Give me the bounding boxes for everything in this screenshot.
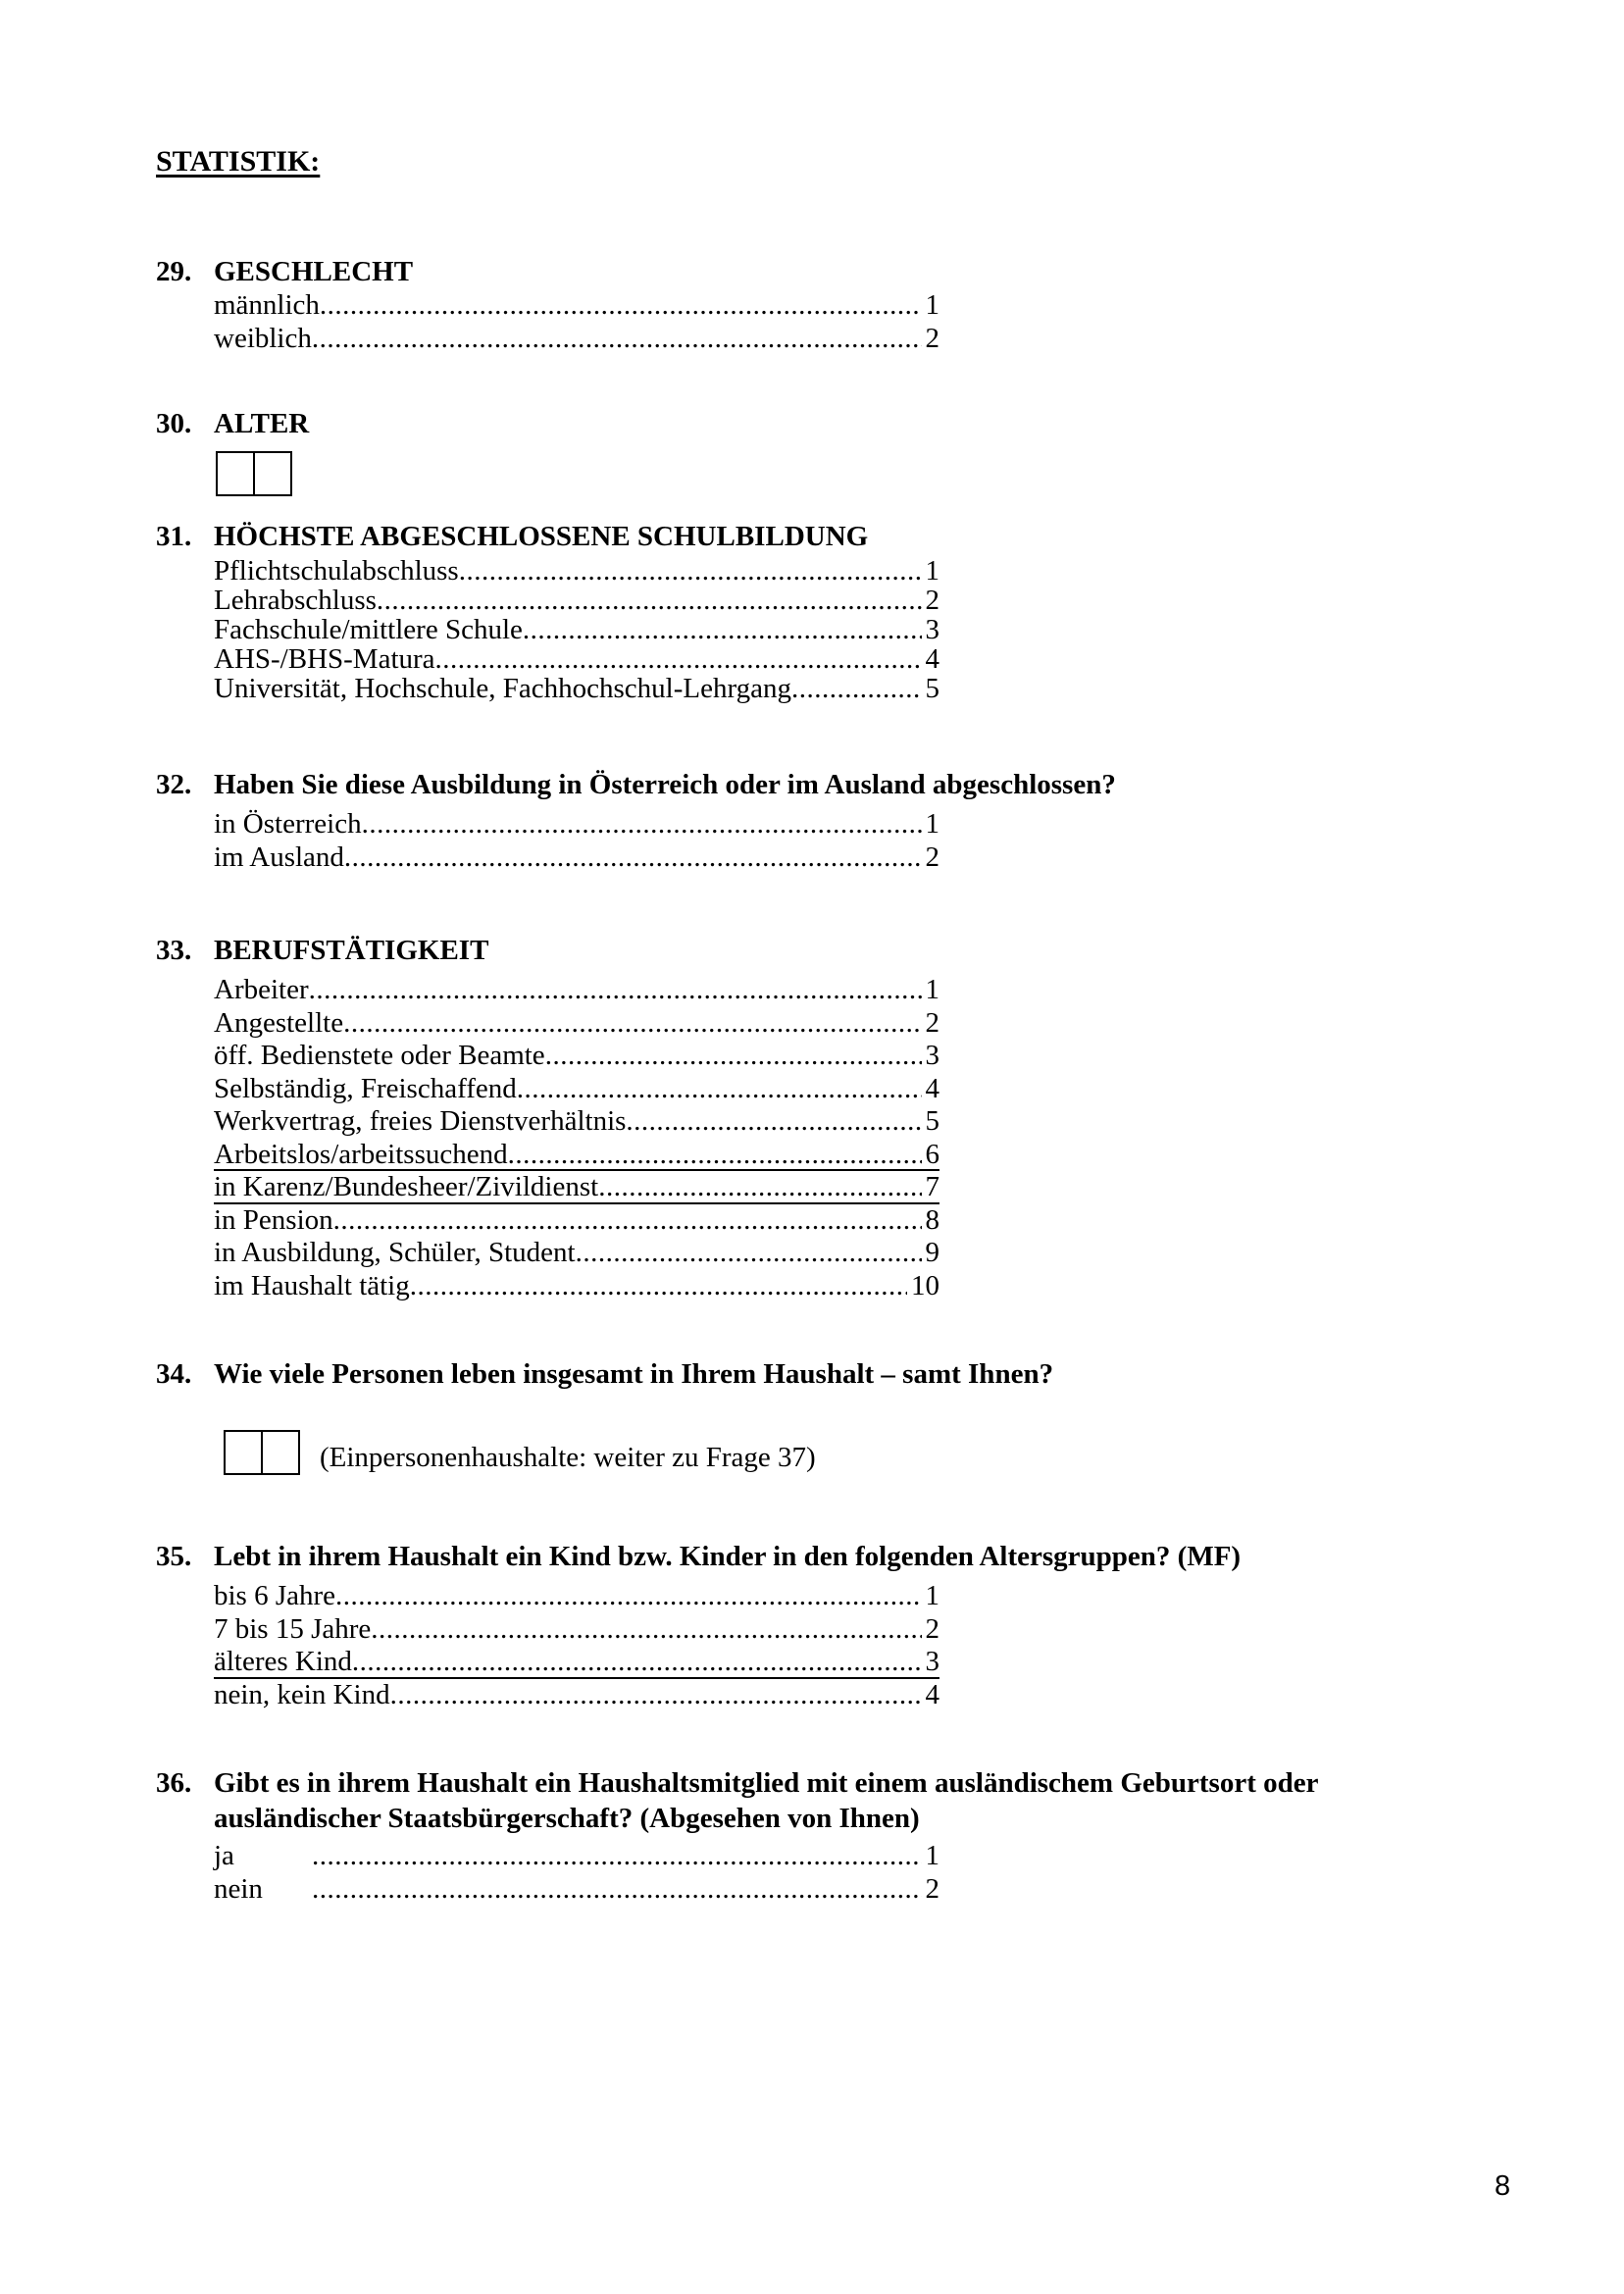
question-text: Lebt in ihrem Haushalt ein Kind bzw. Kinder in den folgenden Altersgruppen? (MF) [214, 1541, 1242, 1572]
leader-dots [312, 1873, 922, 1907]
question-number: 29. [156, 256, 192, 287]
option-code: 1 [925, 289, 939, 321]
option-code: 4 [925, 643, 939, 675]
option-label: in Pension [214, 1203, 333, 1236]
leader-dots [343, 1007, 921, 1041]
question-number: 33. [156, 935, 192, 966]
leader-dots [576, 1237, 922, 1270]
option-code: 1 [925, 1580, 939, 1611]
question-text: HÖCHSTE ABGESCHLOSSENE SCHULBILDUNG [214, 521, 869, 552]
question-text: BERUFSTÄTIGKEIT [214, 935, 489, 966]
leader-dots [312, 323, 922, 356]
leader-dots [626, 1105, 921, 1139]
answer-option[interactable] [214, 1840, 939, 1873]
digit-box[interactable] [253, 453, 290, 494]
leader-dots [545, 1040, 922, 1073]
option-code: 2 [925, 1872, 939, 1905]
leader-dots [435, 644, 922, 674]
option-label: älteres Kind [214, 1646, 352, 1677]
question-34 [156, 1356, 1480, 1475]
option-code: 4 [925, 1072, 939, 1104]
question-number: 32. [156, 769, 192, 800]
answer-option[interactable] [214, 615, 939, 644]
option-label: Arbeiter [214, 974, 309, 1005]
answer-option[interactable] [214, 1679, 939, 1712]
digit-box[interactable] [218, 453, 253, 494]
option-label: Fachschule/mittlere Schule [214, 614, 523, 645]
option-code: 6 [925, 1138, 939, 1170]
answer-option[interactable] [214, 556, 939, 586]
leader-dots [791, 674, 922, 703]
question-text: Wie viele Personen leben insgesamt in Ihrem Haushalt – samt Ihnen? [214, 1358, 1054, 1390]
answer-option[interactable] [214, 1270, 939, 1303]
option-label: Universität, Hochschule, Fachhochschul-Lehrgang [214, 673, 791, 704]
question-32 [156, 767, 1480, 874]
option-code: 5 [925, 1105, 939, 1137]
household-size-boxes[interactable] [224, 1430, 300, 1475]
option-label: Werkvertrag, freies Dienstverhältnis [214, 1105, 627, 1137]
leader-dots [344, 841, 922, 875]
answer-option[interactable] [214, 1073, 939, 1106]
answer-options [214, 1840, 939, 1906]
leader-dots [371, 1613, 921, 1647]
option-code: 4 [925, 1678, 939, 1710]
question-text: GESCHLECHT [214, 256, 414, 287]
answer-option[interactable] [214, 1171, 939, 1204]
option-code: 2 [925, 1612, 939, 1645]
option-code: 2 [925, 585, 939, 616]
option-label: AHS-/BHS-Matura [214, 643, 435, 675]
digit-box[interactable] [226, 1432, 261, 1473]
question-number: 35. [156, 1541, 192, 1572]
option-label: nein, kein Kind [214, 1678, 390, 1710]
option-label: Selbständig, Freischaffend [214, 1072, 517, 1104]
question-35 [156, 1539, 1480, 1711]
option-label: öff. Bedienstete oder Beamte [214, 1040, 545, 1071]
option-code: 10 [911, 1269, 939, 1301]
leader-dots [352, 1646, 922, 1679]
leader-dots [312, 1840, 922, 1873]
leader-dots [335, 1580, 921, 1613]
answer-option[interactable] [214, 289, 939, 323]
option-label: Angestellte [214, 1006, 344, 1039]
page-number: 8 [1495, 2170, 1511, 2202]
option-label: bis 6 Jahre [214, 1580, 336, 1611]
answer-option[interactable] [214, 1139, 939, 1172]
option-label: Pflichtschulabschluss [214, 555, 459, 586]
question-text: Haben Sie diese Ausbildung in Österreich oder im Ausland abgeschlossen? [214, 769, 1116, 800]
option-label: in Karenz/Bundesheer/Zivildienst [214, 1171, 599, 1202]
option-code: 3 [925, 1040, 939, 1071]
leader-dots [390, 1679, 922, 1712]
option-label: im Haushalt tätig [214, 1269, 410, 1301]
option-label: Lehrabschluss [214, 585, 377, 616]
answer-options [214, 1580, 939, 1711]
answer-option[interactable] [214, 1105, 939, 1139]
question-text: Gibt es in ihrem Haushalt ein Haushaltsmitglied mit einem ausländischem Geburtsort oder ausländischer Staatsbürgerschaft? (Abgesehen von Ihnen) [214, 1767, 1318, 1834]
option-label: männlich [214, 289, 320, 321]
leader-dots [362, 808, 922, 841]
question-number: 31. [156, 521, 192, 552]
question-31 [156, 519, 1480, 703]
option-code: 1 [925, 555, 939, 586]
answer-option[interactable] [214, 1237, 939, 1270]
option-code: 7 [925, 1171, 939, 1202]
answer-options [214, 556, 939, 703]
answer-option[interactable] [214, 674, 939, 703]
answer-options [214, 289, 939, 355]
question-number: 36. [156, 1767, 192, 1799]
answer-option[interactable] [214, 1007, 939, 1041]
skip-note: (Einpersonenhaushalte: weiter zu Frage 37) [320, 1441, 816, 1473]
age-entry-boxes[interactable] [216, 451, 292, 496]
answer-option[interactable] [214, 586, 939, 615]
option-label: in Ausbildung, Schüler, Student [214, 1237, 576, 1268]
answer-option[interactable] [214, 1646, 939, 1679]
question-number: 30. [156, 408, 192, 439]
option-code: 5 [925, 673, 939, 704]
answer-option[interactable] [214, 808, 939, 841]
leader-dots [320, 289, 922, 323]
answer-options [214, 808, 939, 874]
option-label: weiblich [214, 322, 312, 354]
question-number: 34. [156, 1358, 192, 1390]
option-label: nein [214, 1872, 263, 1905]
leader-dots [523, 615, 922, 644]
leader-dots [410, 1270, 907, 1303]
option-label: Arbeitslos/arbeitssuchend [214, 1138, 508, 1170]
question-30 [156, 406, 1480, 496]
question-33 [156, 933, 1480, 1302]
option-code: 2 [925, 1006, 939, 1039]
leader-dots [517, 1073, 922, 1106]
leader-dots [459, 556, 922, 586]
leader-dots [377, 586, 922, 615]
option-code: 1 [925, 808, 939, 840]
option-label: ja [214, 1840, 234, 1871]
option-code: 9 [925, 1237, 939, 1268]
option-code: 3 [925, 614, 939, 645]
leader-dots [333, 1204, 922, 1238]
answer-option[interactable] [214, 841, 939, 875]
option-code: 8 [925, 1203, 939, 1236]
option-code: 2 [925, 841, 939, 873]
option-code: 1 [925, 1840, 939, 1871]
question-text: ALTER [214, 408, 310, 439]
answer-option[interactable] [214, 1040, 939, 1073]
option-label: 7 bis 15 Jahre [214, 1612, 372, 1645]
question-29 [156, 254, 1480, 355]
answer-option[interactable] [214, 323, 939, 356]
option-code: 1 [925, 974, 939, 1005]
option-label: im Ausland [214, 841, 344, 873]
answer-option[interactable] [214, 644, 939, 674]
option-code: 2 [925, 322, 939, 354]
answer-option[interactable] [214, 1873, 939, 1907]
question-36 [156, 1765, 1480, 1906]
answer-option[interactable] [214, 1204, 939, 1238]
option-code: 3 [925, 1646, 939, 1677]
section-title: STATISTIK: [156, 145, 321, 178]
answer-option[interactable] [214, 1580, 939, 1613]
leader-dots [508, 1139, 922, 1172]
digit-box[interactable] [261, 1432, 298, 1473]
option-label: in Österreich [214, 808, 362, 840]
leader-dots [309, 974, 922, 1007]
answer-options [214, 974, 939, 1302]
answer-option[interactable] [214, 1613, 939, 1647]
leader-dots [598, 1171, 921, 1204]
answer-option[interactable] [214, 974, 939, 1007]
